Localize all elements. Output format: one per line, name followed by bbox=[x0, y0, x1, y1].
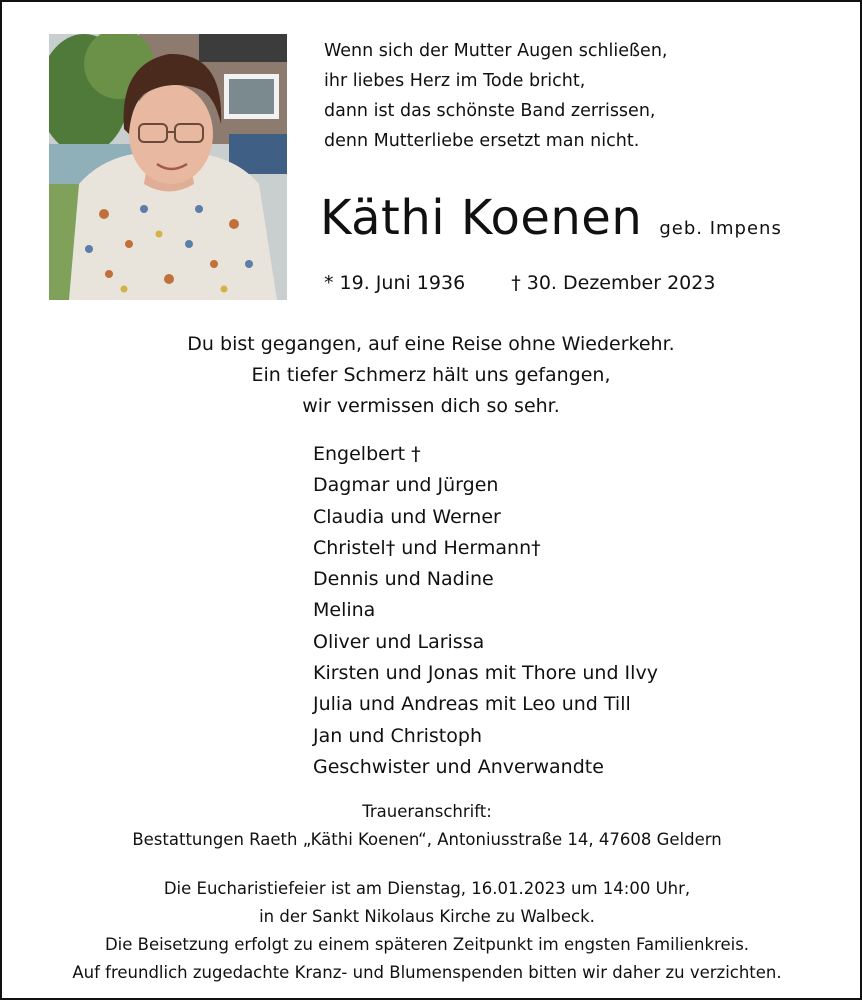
mourners-list bbox=[313, 439, 658, 783]
address-text: Bestattungen Raeth „Käthi Koenen“, Antoniusstraße 14, 47608 Geldern bbox=[132, 830, 722, 849]
mourner-entry: Jan und Christoph bbox=[313, 724, 482, 747]
poem-line: denn Mutterliebe ersetzt man nicht. bbox=[324, 131, 640, 151]
poem-line: ihr liebes Herz im Tode bricht, bbox=[324, 71, 586, 91]
portrait-photo-icon bbox=[49, 34, 287, 300]
memorial-verse bbox=[2, 329, 860, 422]
notice-line: Auf freundlich zugedachte Kranz- und Blumenspenden bitten wir daher zu verzichten. bbox=[72, 963, 782, 982]
deceased-name: Käthi Koenen bbox=[320, 190, 643, 246]
mourner-entry: Christel† und Hermann† bbox=[313, 536, 541, 559]
mourner-entry: Oliver und Larissa bbox=[313, 630, 485, 653]
deceased-name-line bbox=[320, 190, 782, 246]
mourning-address bbox=[2, 798, 852, 854]
verse-line: wir vermissen dich so sehr. bbox=[302, 395, 560, 417]
verse-line: Du bist gegangen, auf eine Reise ohne Wiederkehr. bbox=[187, 333, 675, 355]
birth-name: geb. Impens bbox=[659, 218, 782, 239]
mourner-entry: Dennis und Nadine bbox=[313, 568, 494, 591]
death-date: † 30. Dezember 2023 bbox=[511, 272, 716, 294]
mourner-entry: Kirsten und Jonas mit Thore und Ilvy bbox=[313, 662, 658, 685]
poem-line: dann ist das schönste Band zerrissen, bbox=[324, 101, 656, 121]
notice-line: in der Sankt Nikolaus Kirche zu Walbeck. bbox=[259, 907, 595, 926]
mourner-entry: Julia und Andreas mit Leo und Till bbox=[313, 693, 631, 716]
portrait-photo bbox=[49, 34, 287, 300]
address-label: Traueranschrift: bbox=[362, 802, 492, 821]
mourner-entry: Dagmar und Jürgen bbox=[313, 474, 499, 497]
service-notice bbox=[2, 875, 852, 987]
notice-line: Die Beisetzung erfolgt zu einem späteren Zeitpunkt im engsten Familienkreis. bbox=[104, 935, 750, 954]
poem bbox=[324, 36, 667, 156]
mourner-entry: Claudia und Werner bbox=[313, 505, 501, 528]
mourner-entry: Engelbert † bbox=[313, 443, 421, 465]
birth-date: * 19. Juni 1936 bbox=[324, 272, 466, 294]
mourner-entry: Melina bbox=[313, 599, 376, 622]
verse-line: Ein tiefer Schmerz hält uns gefangen, bbox=[251, 364, 611, 386]
poem-line: Wenn sich der Mutter Augen schließen, bbox=[324, 41, 668, 61]
notice-line: Die Eucharistiefeier ist am Dienstag, 16.01.2023 um 14:00 Uhr, bbox=[163, 879, 691, 898]
life-dates bbox=[324, 272, 715, 294]
mourner-entry: Geschwister und Anverwandte bbox=[313, 755, 604, 778]
